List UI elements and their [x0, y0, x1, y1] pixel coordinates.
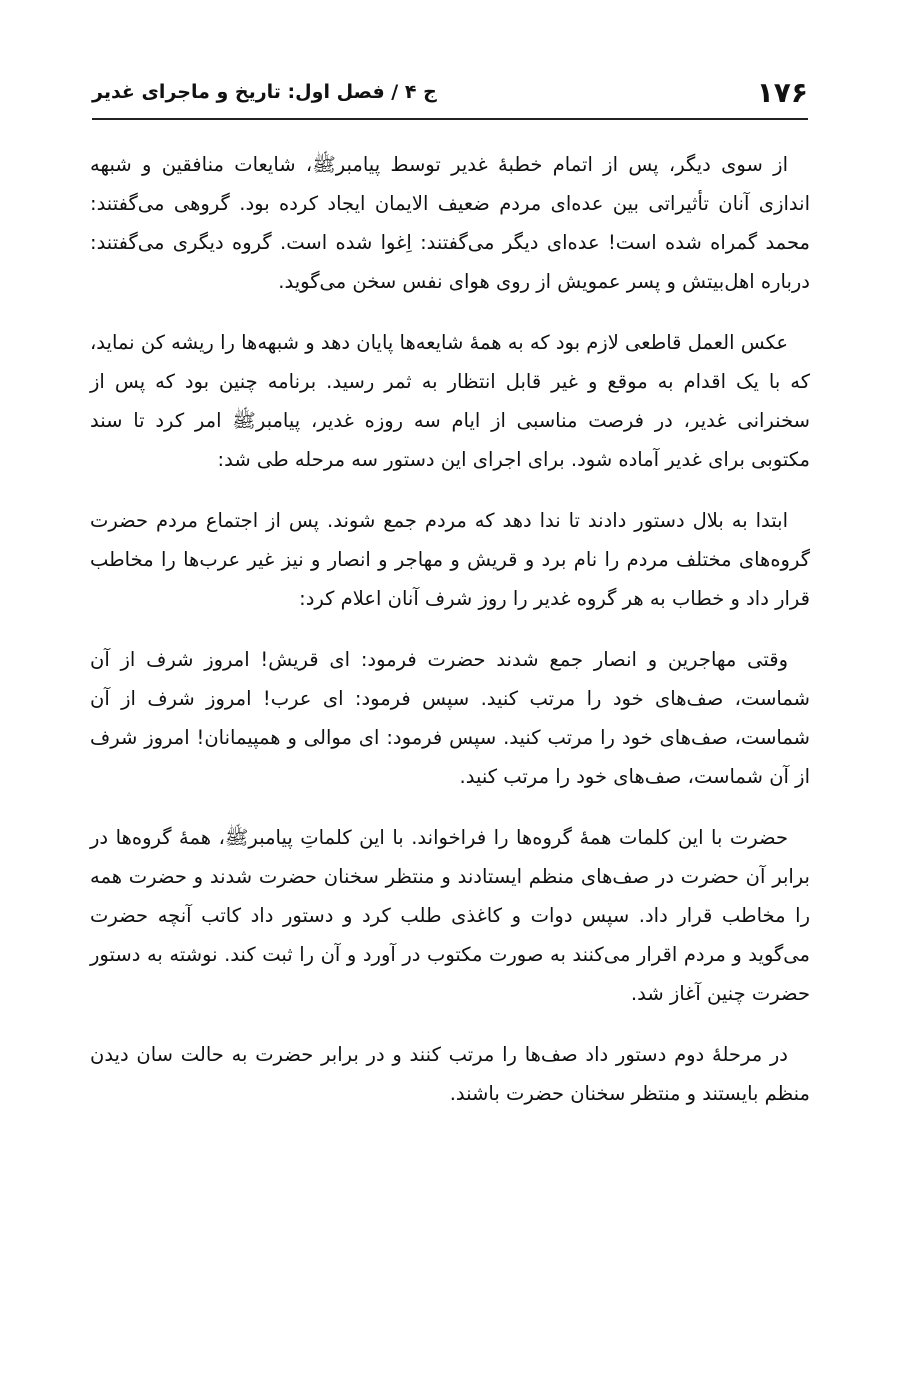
paragraph	[90, 640, 810, 796]
paragraph-text: حضرت با این کلمات همهٔ گروه‌ها را فراخواند. با این کلماتِ پیامبرﷺ، همهٔ گروه‌ها در برابر آن حضرت در صف‌های منظم ایستادند و منتظر سخنان حضرت شدند و حضرت همه را مخاطب قرار داد. سپس دوات و کاغذی طلب کرد و دستور داد کاتب آنچه حضرت می‌گوید و مردم اقرار می‌کنند به صورت مکتوب در آورد و آن را ثبت کند. نوشته به دستور حضرت چنین آغاز شد.	[90, 826, 810, 1005]
paragraph	[90, 1035, 810, 1113]
paragraph-text: ابتدا به بلال دستور دادند تا ندا دهد که مردم جمع شوند. پس از اجتماع مردم حضرت گروه‌های مختلف مردم را نام برد و قریش و مهاجر و انصار و نیز غیر عرب‌ها را مخاطب قرار داد و خطاب به هر گروه غدیر را روز شرف آنان اعلام کرد:	[90, 509, 810, 610]
paragraph-text: در مرحلهٔ دوم دستور داد صف‌ها را مرتب کنند و در برابر حضرت به حالت سان دیدن منظم بایستند و منتظر سخنان حضرت باشند.	[90, 1043, 810, 1105]
paragraph	[90, 501, 810, 618]
page-body	[90, 145, 810, 1135]
paragraph-text: وقتی مهاجرین و انصار جمع شدند حضرت فرمود: ای قریش! امروز شرف از آن شماست، صف‌های خود را مرتب کنید. سپس فرمود: ای عرب! امروز شرف از آن شماست، صف‌های خود را مرتب کنید. سپس فرمود: ای موالی و همپیمانان! امروز شرف از آن شماست، صف‌های خود را مرتب کنید.	[90, 648, 810, 788]
running-title: ج ۴ / فصل اول: تاریخ و ماجرای غدیر	[92, 81, 437, 103]
paragraph	[90, 145, 810, 301]
paragraph	[90, 818, 810, 1013]
page-number: ۱۷۶	[756, 75, 808, 109]
paragraph-text: عکس العمل قاطعی لازم بود که به همهٔ شایعه‌ها پایان دهد و شبهه‌ها را ریشه کن نماید، که با یک اقدام به موقع و غیر قابل انتظار به ثمر رسید. برنامه چنین بود که پس از سخنرانی غدیر، در فرصت مناسبی از ایام سه روزه غدیر، پیامبرﷺ امر کرد تا سند مکتوبی برای غدیر آماده شود. برای اجرای این دستور سه مرحله طی شد:	[90, 331, 810, 471]
header-rule	[92, 118, 808, 120]
page-header	[92, 68, 808, 116]
paragraph	[90, 323, 810, 479]
paragraph-text: از سوی دیگر، پس از اتمام خطبهٔ غدیر توسط پیامبرﷺ، شایعات منافقین و شبهه اندازی آنان تأثیراتی بین عده‌ای مردم ضعیف الایمان ایجاد کرده بود. گروهی می‌گفتند: محمد گمراه شده است! عده‌ای دیگر می‌گفتند: اِغوا شده است. گروه دیگری می‌گفتند: درباره اهل‌بیتش و پسر عمویش از روی هوای نفس سخن می‌گوید.	[90, 153, 810, 293]
